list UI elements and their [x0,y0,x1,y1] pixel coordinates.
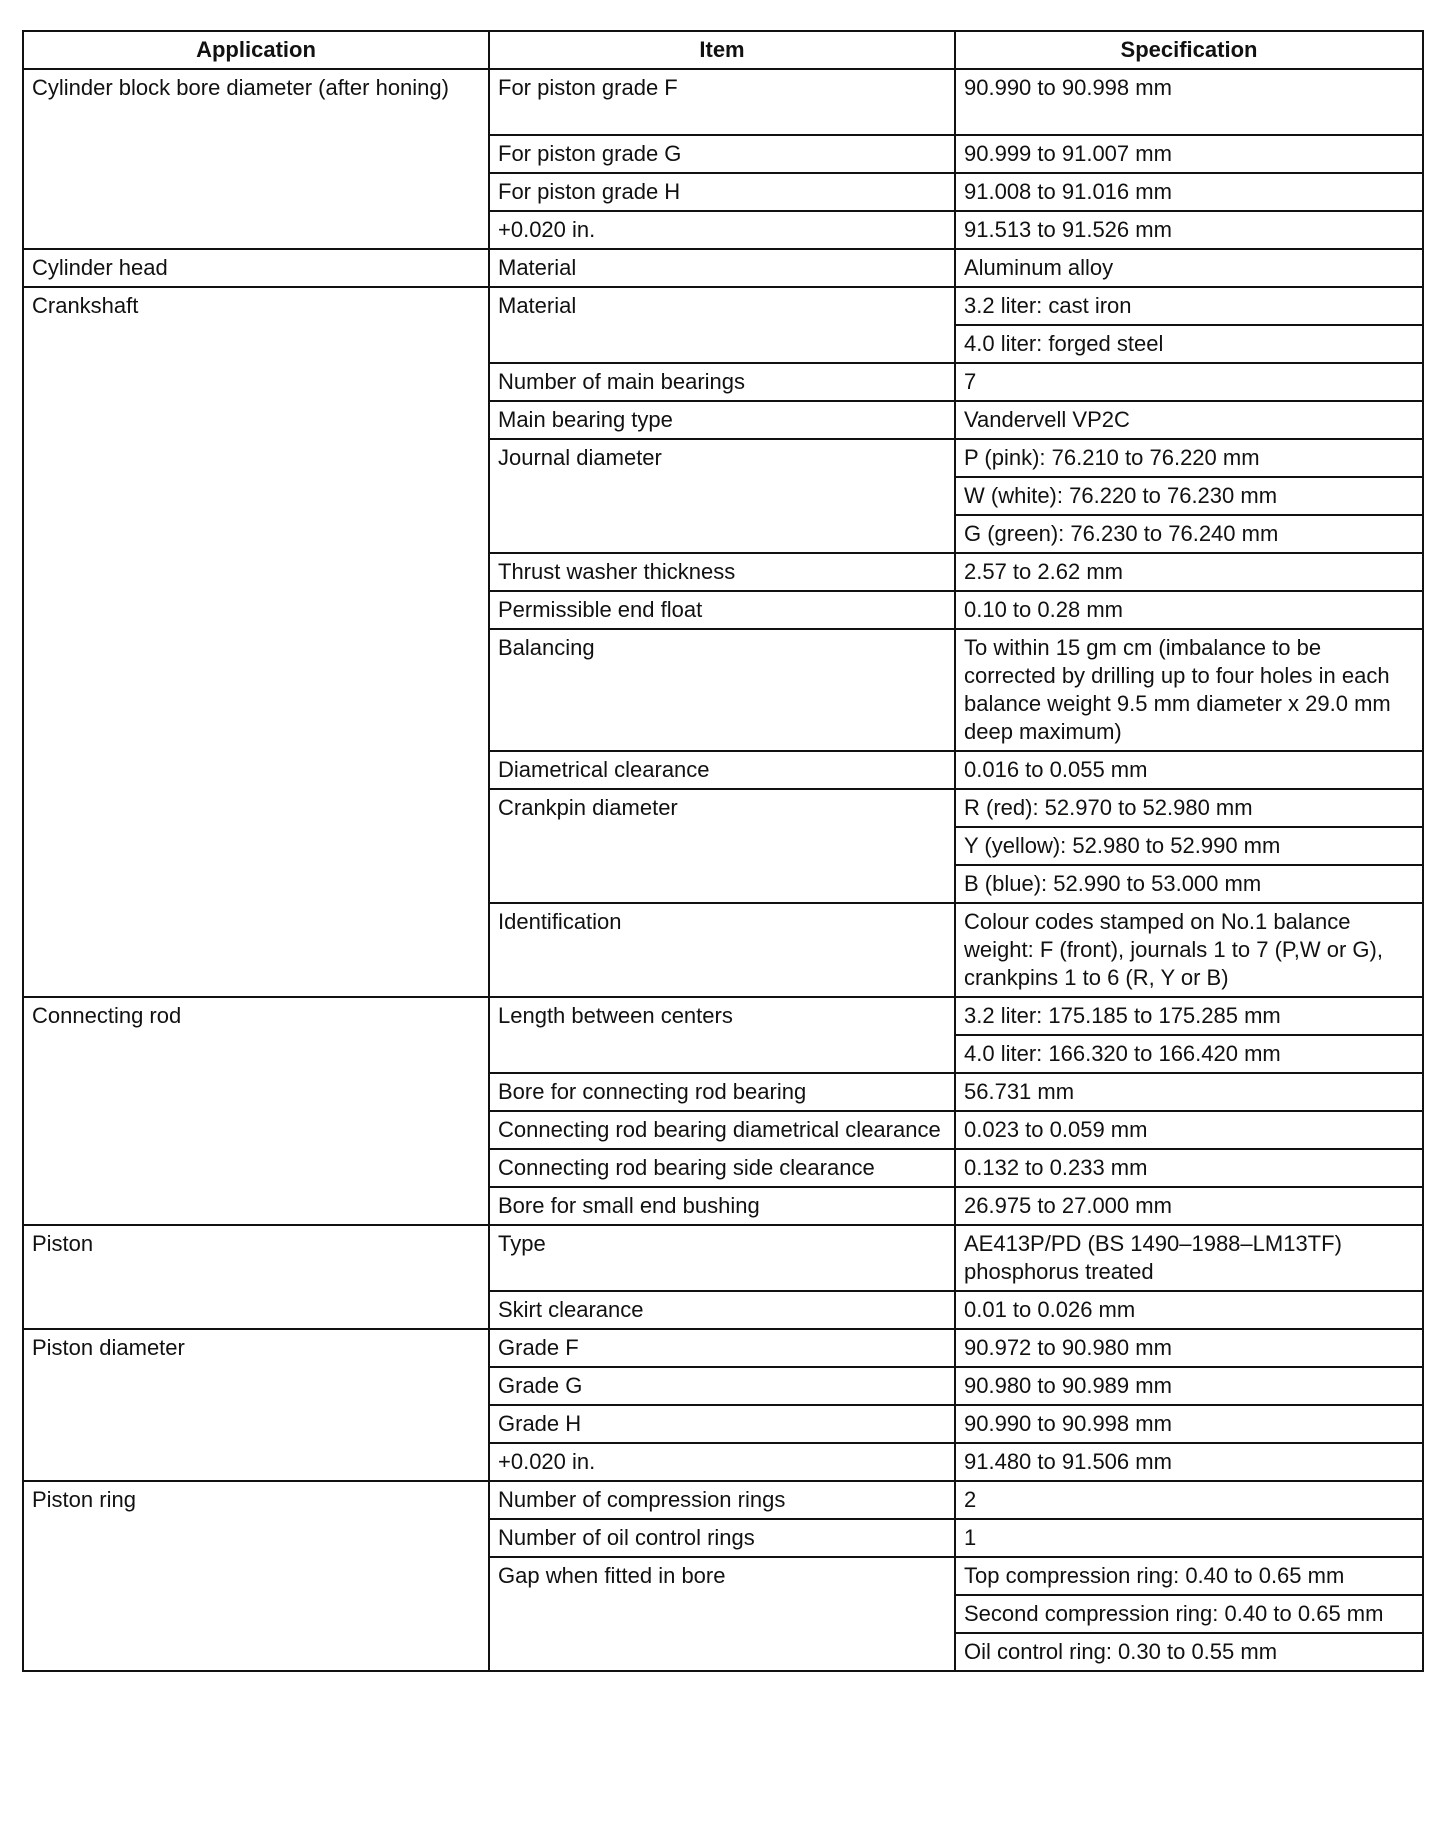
item-cell: Length between centers [489,997,955,1073]
item-cell: Material [489,287,955,363]
item-cell: Connecting rod bearing side clearance [489,1149,955,1187]
specification-cell: 90.990 to 90.998 mm [955,1405,1423,1443]
item-cell: Material [489,249,955,287]
item-cell: Gap when fitted in bore [489,1557,955,1671]
specification-cell: 0.10 to 0.28 mm [955,591,1423,629]
item-cell: Number of oil control rings [489,1519,955,1557]
item-cell: Thrust washer thickness [489,553,955,591]
specification-cell: 2 [955,1481,1423,1519]
specification-cell: Vandervell VP2C [955,401,1423,439]
specification-cell: 26.975 to 27.000 mm [955,1187,1423,1225]
specification-cell: 56.731 mm [955,1073,1423,1111]
item-cell: Skirt clearance [489,1291,955,1329]
header-application: Application [23,31,489,69]
specification-cell: 90.990 to 90.998 mm [955,69,1423,135]
table-row [23,997,1423,1035]
item-cell: Identification [489,903,955,997]
specification-cell: Y (yellow): 52.980 to 52.990 mm [955,827,1423,865]
specification-cell: AE413P/PD (BS 1490–1988–LM13TF) phosphorus treated [955,1225,1423,1291]
item-cell: For piston grade G [489,135,955,173]
specification-cell: 0.132 to 0.233 mm [955,1149,1423,1187]
table-row [23,249,1423,287]
item-cell: Number of main bearings [489,363,955,401]
item-cell: +0.020 in. [489,211,955,249]
item-cell: For piston grade F [489,69,955,135]
specification-cell: 4.0 liter: forged steel [955,325,1423,363]
specification-cell: 91.008 to 91.016 mm [955,173,1423,211]
specification-cell: Top compression ring: 0.40 to 0.65 mm [955,1557,1423,1595]
application-cell: Connecting rod [23,997,489,1225]
specification-cell: Colour codes stamped on No.1 balance weight: F (front), journals 1 to 7 (P,W or G), crankpins 1 to 6 (R, Y or B) [955,903,1423,997]
header-specification: Specification [955,31,1423,69]
item-cell: Number of compression rings [489,1481,955,1519]
application-cell: Piston [23,1225,489,1329]
application-cell: Crankshaft [23,287,489,997]
specification-cell: G (green): 76.230 to 76.240 mm [955,515,1423,553]
specification-cell: 2.57 to 2.62 mm [955,553,1423,591]
table-row [23,69,1423,135]
specification-cell: 91.513 to 91.526 mm [955,211,1423,249]
application-cell: Piston diameter [23,1329,489,1481]
item-cell: Bore for connecting rod bearing [489,1073,955,1111]
specification-cell: W (white): 76.220 to 76.230 mm [955,477,1423,515]
table-header [23,31,1423,69]
table-row [23,1225,1423,1291]
specification-cell: 0.01 to 0.026 mm [955,1291,1423,1329]
table-row [23,287,1423,325]
item-cell: Bore for small end bushing [489,1187,955,1225]
specification-cell: 90.972 to 90.980 mm [955,1329,1423,1367]
item-cell: Grade G [489,1367,955,1405]
specifications-table [22,30,1424,1672]
specification-cell: Second compression ring: 0.40 to 0.65 mm [955,1595,1423,1633]
specification-cell: 0.016 to 0.055 mm [955,751,1423,789]
specification-cell: 1 [955,1519,1423,1557]
specification-cell: 4.0 liter: 166.320 to 166.420 mm [955,1035,1423,1073]
specification-cell: 90.999 to 91.007 mm [955,135,1423,173]
specification-cell: 3.2 liter: cast iron [955,287,1423,325]
specification-cell: 91.480 to 91.506 mm [955,1443,1423,1481]
application-cell: Cylinder block bore diameter (after honing) [23,69,489,249]
specification-cell: 7 [955,363,1423,401]
specification-cell: P (pink): 76.210 to 76.220 mm [955,439,1423,477]
item-cell: Grade H [489,1405,955,1443]
item-cell: Journal diameter [489,439,955,553]
item-cell: Connecting rod bearing diametrical clearance [489,1111,955,1149]
specification-cell: 3.2 liter: 175.185 to 175.285 mm [955,997,1423,1035]
specification-cell: Aluminum alloy [955,249,1423,287]
item-cell: Balancing [489,629,955,751]
item-cell: For piston grade H [489,173,955,211]
table-row [23,1329,1423,1367]
item-cell: Type [489,1225,955,1291]
item-cell: Permissible end float [489,591,955,629]
application-cell: Piston ring [23,1481,489,1671]
specification-cell: Oil control ring: 0.30 to 0.55 mm [955,1633,1423,1671]
item-cell: Crankpin diameter [489,789,955,903]
application-cell: Cylinder head [23,249,489,287]
specification-cell: 90.980 to 90.989 mm [955,1367,1423,1405]
item-cell: Grade F [489,1329,955,1367]
specification-cell: B (blue): 52.990 to 53.000 mm [955,865,1423,903]
item-cell: Main bearing type [489,401,955,439]
specification-cell: To within 15 gm cm (imbalance to be corrected by drilling up to four holes in each balance weight 9.5 mm diameter x 29.0 mm deep maximum) [955,629,1423,751]
table-row [23,1481,1423,1519]
header-row [23,31,1423,69]
item-cell: Diametrical clearance [489,751,955,789]
specification-cell: 0.023 to 0.059 mm [955,1111,1423,1149]
item-cell: +0.020 in. [489,1443,955,1481]
header-item: Item [489,31,955,69]
table-body [23,69,1423,1671]
specification-cell: R (red): 52.970 to 52.980 mm [955,789,1423,827]
spec-page [22,30,1422,1672]
